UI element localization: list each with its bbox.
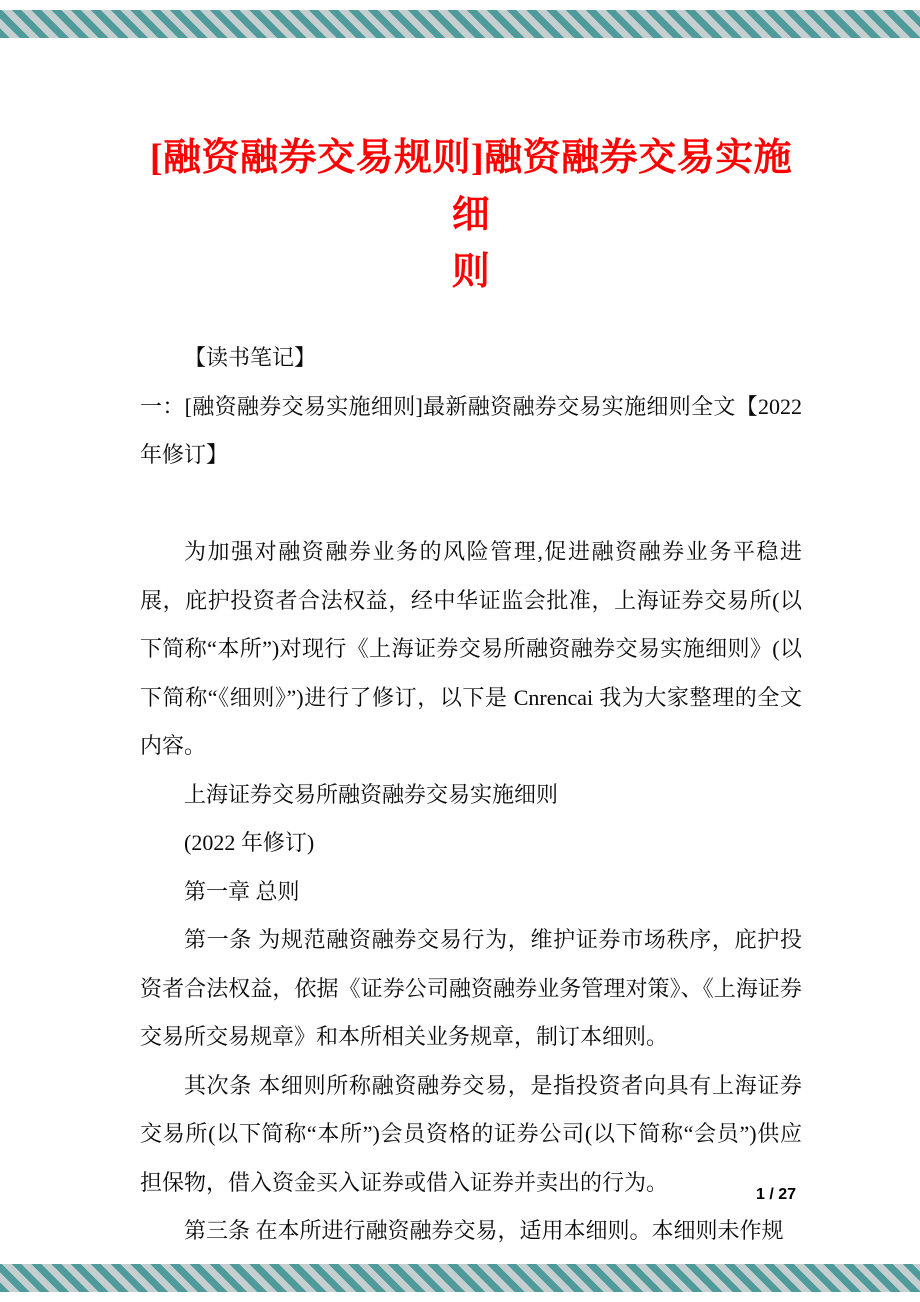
paragraph: 第三条 在本所进行融资融券交易，适用本细则。本细则未作规 — [184, 1218, 784, 1243]
document-title-line-1: [融资融券交易规则]融资融券交易实施细 — [149, 137, 793, 236]
paragraph: 第一章 总则 — [184, 878, 300, 904]
paragraph: 【读书笔记】 — [184, 345, 317, 370]
paragraph: 上海证券交易所融资融券交易实施细则 — [184, 781, 559, 807]
paragraph: 一：[融资融券交易实施细则]最新融资融券交易实施细则全文【2022年修订】 — [140, 393, 802, 467]
paragraph: (2022 年修订) — [184, 830, 315, 855]
page-edge-stripe-bottom — [0, 1264, 920, 1292]
paragraph: 为加强对融资融券业务的风险管理,促进融资融券业务平稳进展，庇护投资者合法权益，经中华证监会批准，上海证券交易所(以下简称“本所”)对现行《上海证券交易所融资融券交易实施细则》(以下简称“《细则》”)进行了修订，以下是 Cnrencai 我为大家整理的全文内容。 — [140, 539, 802, 758]
page-number: 1 / 27 — [755, 1186, 796, 1203]
blank-line — [140, 480, 802, 529]
page-content — [140, 0, 802, 1256]
document-title — [140, 130, 802, 301]
paragraph: 其次条 本细则所称融资融券交易，是指投资者向具有上海证券交易所(以下简称“本所”)会员资格的证券公司(以下简称“会员”)供应担保物，借入资金买入证券或借入证券并卖出的行为。 — [140, 1072, 802, 1195]
document-title-line-2: 则 — [451, 251, 491, 293]
document-body — [140, 334, 802, 1256]
paragraph: 第一条 为规范融资融券交易行为，维护证券市场秩序，庇护投资者合法权益，依据《证券公司融资融券业务管理对策》、《上海证券交易所交易规章》和本所相关业务规章，制订本细则。 — [140, 927, 802, 1049]
